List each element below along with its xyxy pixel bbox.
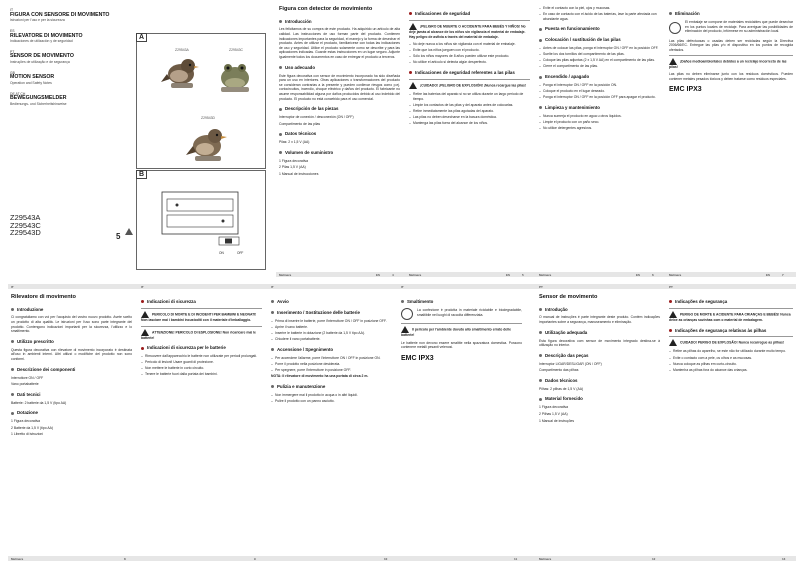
scope-item: 1 Manual de instruções (539, 418, 575, 423)
fig-caption-3: Z29543D (201, 116, 215, 120)
section-heading: Datos técnicos (279, 131, 400, 137)
intro-text: O manual de instruções é parte integrante deste produto. Contém indicações importantes sobre a segurança, manuseamento e eliminação. (539, 315, 660, 325)
language-block (10, 92, 131, 107)
list-item: – Sólo los niños mayores de 8 años pueden utilizar este producto. (409, 54, 530, 59)
bullet-icon (539, 379, 542, 382)
page-pt-13 (666, 284, 796, 566)
page-es-4 (276, 0, 403, 282)
list-item: – Tenere le batterie fuori dalla portata dei bambini. (141, 372, 262, 377)
use-text: Questa figura decorativa con rilevatore di movimento incorporato è destinata all'uso in ambienti interni. Altri utilizzi o modifiche del prodotto non sono conformi. (11, 347, 132, 361)
language-subtitle: Instruções de utilização e de segurança (10, 60, 70, 65)
warning-text: ATTENZIONE! PERICOLO DI ESPLOSIONE! Non ricaricare mai le batterie! (141, 329, 256, 340)
section-heading: Volumen de suministro (279, 150, 400, 156)
tech-label: Batterie: (11, 400, 24, 405)
list-item: – Porre il prodotto nella posizione desiderata. (271, 362, 392, 367)
list-item: – Las pilas no deben desecharse en la basura doméstica. (409, 115, 530, 120)
page-number: 10 (384, 556, 388, 561)
bullet-icon (271, 311, 274, 314)
list-item: – Evite que los niños jueguen con el producto. (409, 48, 530, 53)
brand-label: Melinera (539, 556, 552, 561)
list-item: – Retire as pilhas do aparelho, se este não for utilizado durante muito tempo. (669, 349, 793, 354)
warning-triangle-icon (669, 339, 677, 346)
intro-text: Ci congratuliamo con voi per l'acquisto del vostro nuovo prodotto. Avete scelto un prodotto di alta qualità. Le istruzioni per l'uso sono parte integrante del prodotto. Contengono indicazioni importanti per la sicurezza, l'utilizzo e lo smaltimento. (11, 315, 132, 334)
section-heading: Introduzione (11, 307, 132, 313)
bullet-icon (279, 66, 282, 69)
bullet-icon (141, 300, 144, 303)
warning-triangle-icon (669, 58, 677, 65)
warning-triangle-icon (141, 329, 149, 336)
list-item: – Coloque el producto en el lugar deseado. (539, 89, 660, 94)
language-tag: PT (539, 284, 543, 289)
section-heading: Colocación / sustitución de las pilas (539, 37, 660, 43)
language-code: GB (10, 70, 15, 75)
list-item: – Mantenha as pilhas fora do alcance das crianças. (669, 368, 793, 373)
section-heading: Indicações de segurança relativas às pilhas (669, 328, 793, 334)
section-heading: Material fornecido (539, 396, 660, 402)
emc-mark: EMC (669, 86, 685, 94)
language-code: IT (10, 8, 14, 12)
bullet-icon (11, 340, 14, 343)
warning-triangle-icon (141, 311, 149, 318)
tech-label: Pilhas: (539, 386, 550, 391)
use-text: Este figura decorativa con sensor de movimiento incorporado ha sido diseñada para un uso en interiores. Otras aplicaciones o transformaciones del producto se consideran contrarias a la presente y pueden conllevar riesgos como p.ej. cortocircuitos, incendio, choque eléctrico y daños del producto. El fabricante no asume responsabilidad alguna por daños producidos debido al uso indebido del producto. El producto no está concebido para el uso comercial. (279, 73, 400, 101)
list-item: – Non immergere mai il prodotto in acqua o in altri liquidi. (271, 393, 392, 398)
list-item: – Nunca sumerja el producto en agua u otros líquidos. (539, 114, 660, 119)
scope-item: 1 Figura decorativa (279, 158, 309, 163)
list-item: – Rimuovere dall'apparecchio le batterie non utilizzate per periodi prolungati. (141, 354, 262, 359)
section-heading: Descrição das peças (539, 353, 660, 359)
bottom-spread (0, 284, 802, 566)
language-title: SENSOR DE MOVIMENTO (10, 53, 74, 60)
bullet-icon (409, 71, 412, 74)
list-item: – Pericolo di lesioni! Usare guanti di protezione. (141, 360, 262, 365)
model-number: Z29543A (10, 213, 41, 222)
scope-item: 1 Figura decorativa (11, 419, 41, 424)
bullet-icon (539, 28, 542, 31)
use-text: Esta figura decorativa com sensor de movimento integrado destina-se à utilização no interior. (539, 338, 660, 348)
language-title: MOTION SENSOR (10, 74, 55, 81)
section-heading: Utilização adequada (539, 330, 660, 336)
section-heading: Dotazione (11, 410, 132, 416)
section-heading: Eliminación (669, 11, 793, 17)
bullet-icon (409, 12, 412, 15)
page-it-10 (268, 284, 395, 566)
section-heading: Dati tecnici (11, 392, 132, 398)
bullet-icon (11, 368, 14, 371)
env-text: Le batterie non devono essere smaltite nella spazzatura domestica. Possono contenere metalli pesanti velenosi. (401, 340, 522, 350)
bird2-figure-image (185, 122, 229, 164)
switch-on-label: ON (219, 251, 224, 255)
language-block (10, 50, 131, 65)
list-item: – Limpie el producto con un paño seco. (539, 120, 660, 125)
scope-item: 2 Pilhas 1,5 V (AA) (539, 411, 568, 416)
model-number: Z29543D (10, 228, 41, 237)
scope-item: 1 Figura decorativa (539, 405, 569, 410)
scope-item: 2 Batterie da 1,5 V (tipo AA) (11, 425, 54, 430)
list-item: – Inserire le batterie in dotazione (2 batterie da 1,5 V tipo AA). (271, 331, 392, 336)
disposal-text: La confezione è prodotta in materiale riciclabile e biodegradabile, smaltibile nei luoghi di raccolta differenziata. (417, 308, 522, 317)
scope-item: 1 Libretto di istruzioni (11, 432, 44, 437)
bullet-icon (279, 20, 282, 23)
env-note: ¡Daños medioambientales debidos a un reciclaje incorrecto de las pilas! (669, 58, 787, 69)
brand-label: Melinera (539, 272, 552, 277)
language-tag: IT (271, 284, 274, 289)
list-item: – Evite o contacto com a pele, os olhos e as mucosas. (669, 356, 793, 361)
env-note: Il pericolo per l'ambiente dovuto allo smaltimento errato delle batterie! (401, 327, 511, 337)
bullet-icon (539, 331, 542, 334)
warning-text: PERICOLO DI MORTE E DI INCIDENTI PER BAMBINI E NEONATI! Non lasciare mai i bambini incustoditi con il materiale d'imballaggio. (141, 312, 257, 322)
section-heading: Indicazioni di sicurezza (141, 299, 262, 305)
bullet-icon (11, 393, 14, 396)
part-item: Interruttore ON / OFF (11, 375, 44, 380)
disposal-text: El embalaje se compone de materiales reciclables que puede desechar en los puntos locales de reciclaje. Para averiguar las posibilidades de eliminación del producto, infórmese en su administración local. (685, 19, 793, 34)
language-block (10, 29, 131, 44)
model-number: Z29543C (10, 220, 41, 230)
page-number: 4 (392, 272, 394, 277)
bullet-icon (539, 354, 542, 357)
part-item: Compartimento de las pilas (279, 121, 321, 126)
language-tag: PT (669, 284, 673, 289)
page-title: Rilevatore di movimento (11, 294, 76, 300)
page-it-9 (138, 284, 265, 566)
list-item: – Evite el contacto con la piel, ojos y mucosas. (539, 6, 660, 11)
part-item: Vano portabatterie (11, 382, 39, 387)
warning-text: PERIGO DE MORTE E ACIDENTE PARA CRIANÇAS E BEBÉS! Nunca deixe as crianças sozinhas com o material de embalagem. (669, 312, 791, 322)
language-tag: IT (401, 284, 404, 289)
section-heading: Introdução (539, 307, 660, 313)
part-item: Interruptor de conexión / desconexión (ON / OFF) (279, 115, 354, 120)
part-item: Compartimento das pilhas (539, 368, 579, 373)
language-subtitle: Istruzioni per l'uso e per la sicurezza (10, 18, 65, 23)
bullet-icon (271, 385, 274, 388)
list-item: – Prima di inserire le batterie, porre l'interruttore ON / OFF in posizione OFF. (271, 319, 392, 324)
language-block (10, 8, 131, 23)
list-item: – Per spegnere, porre l'interruttore in posizione OFF. (271, 368, 392, 373)
tech-value: 2 batterie da 1,5 V (tipo AA) (24, 400, 67, 405)
list-item: – No deje nunca a los niños sin vigilancia con el material de embalaje. (409, 42, 530, 47)
list-item: – Limpie los contactos de las pilas y del aparato antes de colocarlas. (409, 103, 530, 108)
bullet-icon (669, 329, 672, 332)
list-item: – No utilice el artículo si detecta algún desperfecto. (409, 60, 530, 65)
scope-item: 2 Pilas 1,5 V (AA) (279, 165, 306, 170)
fig-caption-1: Z29543A (175, 48, 189, 52)
figure-b-label: B (136, 170, 147, 179)
brand-label: Melinera (669, 272, 682, 277)
list-item: – Nunca coloque as pilhas em curto-circuito. (669, 362, 793, 367)
bullet-icon (401, 300, 404, 303)
section-heading: Accensione / Spegnimento (271, 347, 392, 353)
brand-label: Melinera (279, 272, 292, 277)
note-text: NOTA: Il rilevatore di movimento ha una portata di circa 2 m. (271, 373, 369, 378)
language-tag: IT (141, 284, 144, 289)
warning-triangle-icon (401, 326, 409, 333)
tech-value: 2 pilhas de 1,5 V (AA) (550, 386, 584, 391)
language-subtitle: Operation and Safety Notes (10, 81, 52, 86)
language-code: ES (10, 28, 15, 33)
warning-text: ¡CUIDADO! ¡PELIGRO DE EXPLOSIÓN! ¡Nunca recargue las pilas! (420, 83, 527, 88)
list-item: – Pulire il prodotto con un panno asciutto. (271, 399, 392, 404)
section-heading: Introducción (279, 19, 400, 25)
section-heading: Avvio (271, 299, 392, 305)
page-it-11 (398, 284, 525, 566)
language-code: PT (10, 49, 15, 54)
list-item: – Aprire il vano batterie. (271, 325, 392, 330)
disposal-text-2: Las pilas defectuosas o usadas deben ser recicladas según la Directiva 2006/66/EC. Entregue las pilas y/o el dispositivo en los puntos de recogida ofertados. (669, 38, 793, 52)
list-item: – Retire las baterías del aparato si no se utiliza durante un largo periodo de tiempo. (409, 92, 530, 101)
list-item: – Per accendere l'allarme, porre l'interruttore ON / OFF in posizione ON. (271, 356, 392, 361)
section-heading: Indicaciones de seguridad referentes a las pilas (409, 70, 530, 76)
bullet-icon (539, 76, 542, 79)
switch-off-label: OFF (237, 251, 244, 255)
recycle-icon (669, 22, 681, 34)
section-heading: Smaltimento (401, 299, 522, 305)
warning-text: CUIDADO! PERIGO DE EXPLOSÃO! Nunca recarregue as pilhas! (680, 340, 785, 345)
language-tag: ES (376, 272, 381, 277)
figure-a-label: A (136, 33, 147, 42)
language-title: FIGURA CON SENSORE DI MOVIMENTO (10, 11, 110, 18)
list-item: – Ponga el interruptor ON / OFF en la posición ON. (539, 83, 660, 88)
section-heading: Limpieza y mantenimiento (539, 105, 660, 111)
page-number: 9 (254, 556, 256, 561)
list-item: – Retire inmediatamente las pilas agotadas del aparato. (409, 109, 530, 114)
section-heading: Indicaciones de seguridad (409, 11, 530, 17)
section-heading: Indicazioni di sicurezza per le batterie (141, 345, 262, 351)
section-heading: Descrizione dei componenti (11, 367, 132, 373)
triangle-icon (125, 228, 133, 235)
bullet-icon (279, 108, 282, 111)
recycle-icon (401, 308, 413, 320)
language-subtitle: Bedienungs- und Sicherheitshinweise (10, 101, 67, 106)
tech-label: Pilas: (279, 140, 288, 145)
warning-triangle-icon (409, 82, 417, 89)
page-es-5 (406, 0, 533, 282)
page-it-8 (8, 284, 135, 566)
bullet-icon (271, 348, 274, 351)
section-heading: Utilizzo prescritto (11, 339, 132, 345)
page-pt-12 (536, 284, 663, 566)
page-count-number: 5 (116, 232, 121, 241)
fig-caption-2: Z29543C (229, 48, 243, 52)
bullet-icon (669, 12, 672, 15)
list-item: – Mantenga las pilas fuera del alcance de los niños. (409, 121, 530, 126)
list-item: – Cierre el compartimento de las pilas. (539, 64, 660, 69)
ipx-mark: IPX3 (418, 354, 434, 362)
bullet-icon (539, 106, 542, 109)
bullet-icon (669, 300, 672, 303)
language-code: DE AT CH (10, 91, 26, 96)
figure-a-panel (136, 33, 266, 169)
cover-languages (0, 0, 135, 282)
section-heading: Inserimento / Sostituzione delle batterie (271, 310, 392, 316)
page-es-7 (666, 0, 796, 282)
list-item: – No utilice detergentes agresivos. (539, 126, 660, 131)
bullet-icon (279, 133, 282, 136)
language-tag: ES (766, 272, 771, 277)
list-item: – Non mettere le batterie in corto circuito. (141, 366, 262, 371)
list-item: – Coloque las pilas adjuntas (2 x 1,5 V AA) en el compartimento de las pilas. (539, 58, 660, 63)
section-heading: Uso adecuado (279, 65, 400, 71)
top-page-footer-bar (276, 272, 796, 277)
page-number: 7 (782, 272, 784, 277)
list-item: – Ponga el interruptor ON / OFF en la posición OFF para apagar el producto. (539, 95, 660, 100)
list-item: – Suelte los dos tornillos del compartimento de las pilas. (539, 52, 660, 57)
bullet-icon (279, 151, 282, 154)
bullet-icon (271, 300, 274, 303)
brand-label: Melinera (409, 272, 422, 277)
model-numbers (10, 214, 41, 237)
page-es-6 (536, 0, 663, 282)
scope-item: 1 Manual de instrucciones (279, 171, 319, 176)
language-tag: ES (636, 272, 641, 277)
list-item: – Chiudere il vano portabatterie. (271, 337, 392, 342)
page-number: 11 (514, 556, 518, 561)
bullet-icon (539, 39, 542, 42)
section-heading: Indicações de segurança (669, 299, 793, 305)
frog-figure-image (215, 56, 255, 94)
emc-mark: EMC (401, 354, 417, 362)
list-item: – En caso de contacto con el ácido de las baterías, lave la parte afectada con abundante agua. (539, 12, 660, 21)
top-spread (0, 0, 802, 282)
warning-triangle-icon (669, 311, 677, 318)
bullet-icon (539, 308, 542, 311)
page-title: Sensor de movimento (539, 294, 598, 300)
page-title: Figura con detector de movimiento (279, 6, 373, 12)
bottom-page-footer-bar (8, 556, 796, 561)
ipx-mark: IPX3 (686, 86, 702, 94)
bullet-icon (11, 412, 14, 415)
tech-value: 2 x 1,5 V (AA) (288, 140, 310, 145)
page-number: 5 (522, 272, 524, 277)
part-item: Interruptor LIGAR/DESLIGAR (ON / OFF) (539, 361, 602, 366)
section-heading: Encendido / apagado (539, 74, 660, 80)
language-title: BEWEGUNGSMELDER (10, 95, 67, 102)
page-number: 13 (782, 556, 786, 561)
section-heading: Puesta en funcionamiento (539, 26, 660, 32)
language-subtitle: Indicaciones de utilización y de seguridad (10, 39, 73, 44)
page-number: 12 (652, 556, 656, 561)
bullet-icon (539, 398, 542, 401)
bullet-icon (11, 308, 14, 311)
section-heading: Pulizia e manutenzione (271, 384, 392, 390)
section-heading: Dados técnicos (539, 378, 660, 384)
figure-b-panel (136, 170, 266, 270)
brand-label: Melinera (11, 556, 24, 561)
battery-compartment-diagram (157, 187, 257, 257)
section-heading: Descripción de las piezas (279, 106, 400, 112)
language-tag: IT (11, 284, 14, 289)
bullet-icon (141, 347, 144, 350)
page-number: 8 (124, 556, 126, 561)
language-tag: ES (506, 272, 511, 277)
list-item: – Antes de colocar las pilas, ponga el interruptor ON / OFF en la posición OFF. (539, 46, 660, 51)
language-title: RILEVATORE DI MOVIMENTO (10, 32, 83, 39)
page-number: 6 (652, 272, 654, 277)
language-block (10, 71, 131, 86)
intro-text: Les felicitamos de su compra de este producto. Ha adquirido un artículo de alta calidad. Las instrucciones de uso forman parte del producto. Contienen indicaciones importantes para la seguridad, el manejo y la forma de desechar el producto. Antes de utilizar el producto, familiarícese con todas las indicaciones de uso y seguridad. Utilice el producto solamente como se describe y para las aplicaciones indicadas. Guarde estas instrucciones en un lugar seguro. Adjunte igualmente todos los documentos en caso de entregar el producto a terceros. (279, 27, 400, 60)
warning-triangle-icon (409, 23, 417, 30)
env-text: Las pilas no deben eliminarse junto con los residuos domésticos. Pueden contener metales pesados tóxicos y deben tratarse como residuos especiales. (669, 72, 793, 81)
warning-text: ¡PELIGRO DE MUERTE O ACCIDENTE PARA BEBÉS Y NIÑOS! No deje jamás al alcance de los niños sin vigilancia el material de embalaje. Hay peligro de asfixia a través del material de embalaje. (409, 24, 526, 39)
bottom-page-header-bar (8, 284, 796, 289)
bird-figure-image (161, 52, 201, 92)
